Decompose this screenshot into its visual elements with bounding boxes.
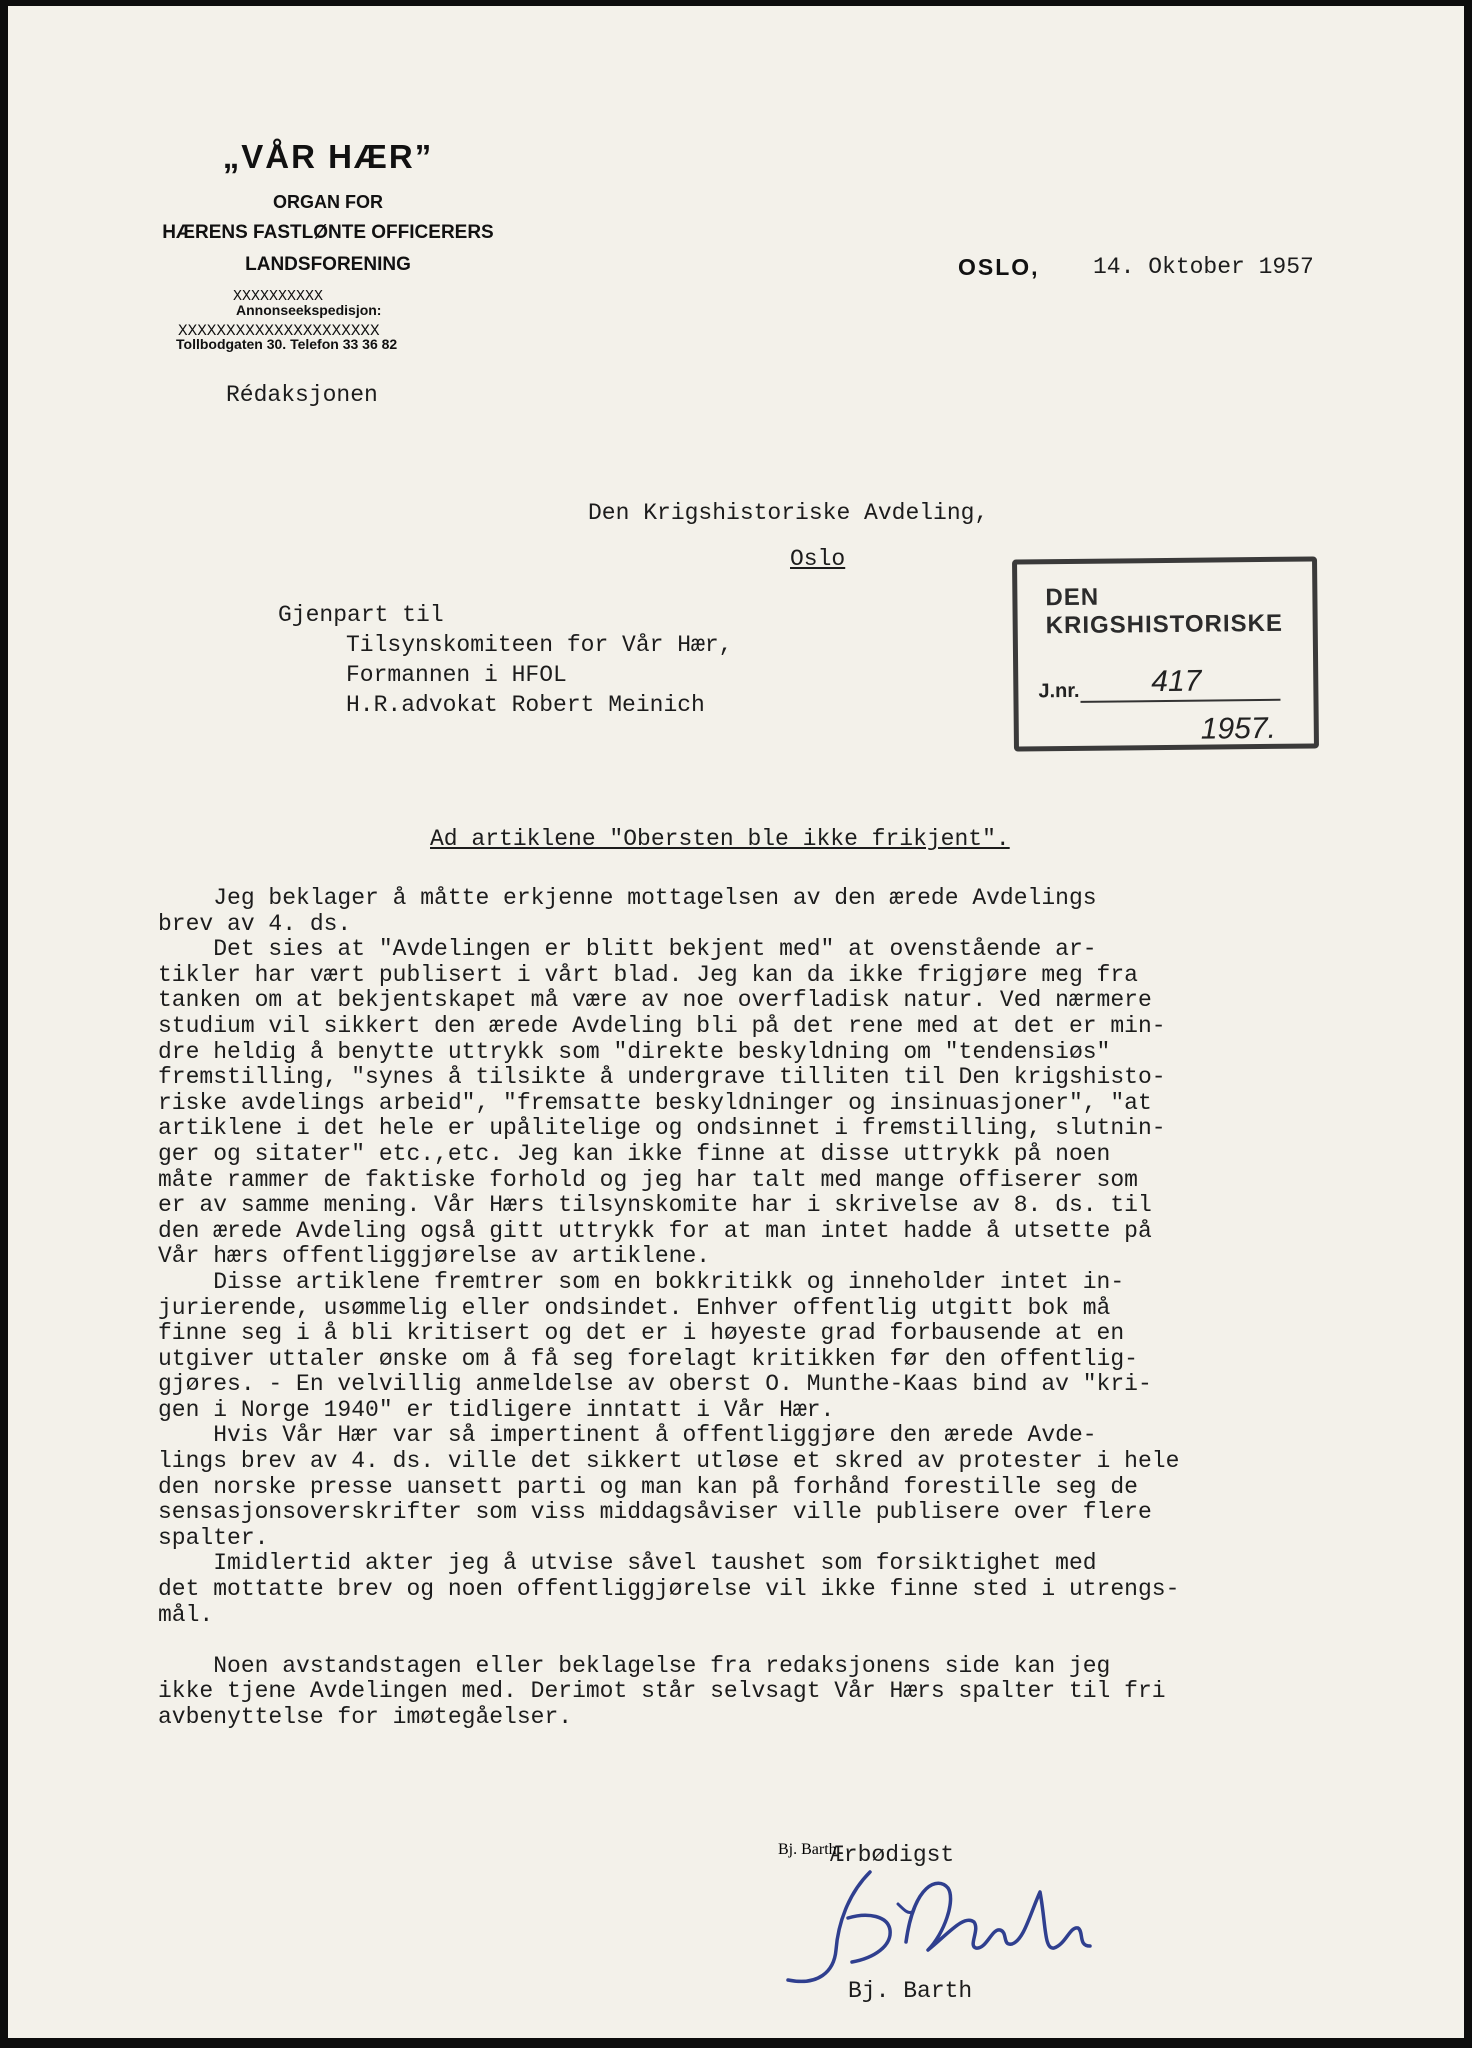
body-line: finne seg i å bli kritisert og det er i høyeste grad forbausende at en xyxy=(158,1320,1125,1347)
body-line: lings brev av 4. ds. ville det sikkert utløse et skred av protester i hele xyxy=(158,1448,1180,1475)
signer-name: Bj. Barth xyxy=(848,1978,973,2004)
letter-subject: Ad artiklene "Obersten ble ikke frikjent". xyxy=(430,826,1010,852)
body-line: jurierende, usømmelig eller ondsindet. Enhver offentlig utgitt bok må xyxy=(158,1294,1111,1321)
body-line: spalter. xyxy=(158,1524,269,1551)
signature-stroke xyxy=(906,1883,1090,1950)
letterhead-line-3: LANDSFORENING xyxy=(245,254,411,275)
body-line: studium vil sikkert den ærede Avdeling bli på det rene med at det er min- xyxy=(158,1012,1166,1039)
stamp-rule xyxy=(1080,699,1280,703)
body-line: sensasjonsoverskrifter som viss middagsåviser ville publisere over flere xyxy=(158,1499,1152,1526)
body-line: Det sies at "Avdelingen er blitt bekjent med" at ovenstående ar- xyxy=(158,936,1097,963)
advertising-office-label: Annonseekspedisjon: xyxy=(236,302,382,318)
sender-department: Rédaksjonen xyxy=(226,382,378,408)
body-line: måte rammer de faktiske forhold og jeg har talt med mange offiserer som xyxy=(158,1166,1138,1193)
signature-text: Bj. Barth xyxy=(778,1841,837,1858)
copy-recipient: H.R.advokat Robert Meinich xyxy=(346,692,705,718)
body-line: brev av 4. ds. xyxy=(158,910,352,937)
copy-recipient: Formannen i HFOL xyxy=(346,662,567,688)
body-line: gjøres. - En velvillig anmeldelse av oberst O. Munthe-Kaas bind av "kri- xyxy=(158,1371,1152,1398)
letterhead-line-1: ORGAN FOR xyxy=(273,192,383,212)
letterhead-line-2: HÆRENS FASTLØNTE OFFICERERS xyxy=(162,222,494,243)
body-line: ger og sitater" etc.,etc. Jeg kan ikke finne at disse uttrykk på noen xyxy=(158,1140,1111,1167)
body-line: fremstilling, "synes å tilsikte å undergrave tilliten til Den krigshisto- xyxy=(158,1064,1166,1091)
stamp-year: 1957. xyxy=(1200,711,1277,746)
handwritten-signature xyxy=(778,1841,1098,1994)
body-line: Imidlertid akter jeg å utvise såvel taushet som forsiktighet med xyxy=(158,1550,1097,1577)
body-line: Noen avstandstagen eller beklagelse fra redaksjonens side kan jeg xyxy=(158,1652,1111,1679)
signature-stroke xyxy=(788,1872,890,1981)
body-line: avbenyttelse for imøtegåelser. xyxy=(158,1704,573,1730)
body-line: Disse artiklene fremtrer som en bokkritikk og inneholder intet in- xyxy=(158,1268,1125,1295)
struck-out-text-1: XXXXXXXXXX xyxy=(233,288,324,305)
stamp-journal-label: J.nr. xyxy=(1038,679,1080,703)
body-line: Jeg beklager å måtte erkjenne mottagelsen av den ærede Avdelings xyxy=(158,885,1097,911)
body-line: Vår hærs offentliggjørelse av artiklene. xyxy=(158,1243,711,1270)
copies-label: Gjenpart til xyxy=(278,602,444,628)
letter-page xyxy=(8,6,1464,2038)
body-line: er av samme mening. Vår Hærs tilsynskomite har i skrivelse av 8. ds. til xyxy=(158,1192,1152,1219)
letter-body xyxy=(158,886,1428,1731)
body-line: mål. xyxy=(158,1601,214,1628)
closing-salutation: Ærbødigst xyxy=(830,1842,955,1868)
body-line: riske avdelings arbeid", "fremsatte beskyldninger og insinuasjoner", "at xyxy=(158,1089,1152,1116)
body-line: ikke tjene Avdelingen med. Derimot står selvsagt Vår Hærs spalter til fri xyxy=(158,1678,1166,1705)
struck-out-text-2: XXXXXXXXXXXXXXXXXXXXX xyxy=(178,322,380,340)
body-line: tanken om at bekjentskapet må være av noe overfladisk natur. Ved nærmere xyxy=(158,987,1152,1014)
recipient-city: Oslo xyxy=(790,546,846,572)
city-label: OSLO, xyxy=(958,254,1040,280)
body-line: gen i Norge 1940" er tidligere inntatt i Vår Hær. xyxy=(158,1396,835,1423)
letter-date: 14. Oktober 1957 xyxy=(1093,254,1314,280)
stamp-header: DEN KRIGSHISTORISKE xyxy=(1045,583,1284,640)
body-line: den ærede Avdeling også gitt uttrykk for at man intet hadde å utsette på xyxy=(158,1217,1152,1244)
body-line xyxy=(158,1628,1428,1654)
letterhead-address: Tollbodgaten 30. Telefon 33 36 82 xyxy=(176,336,398,352)
archive-stamp xyxy=(1012,556,1319,751)
body-line: utgiver uttaler ønske om å få seg forelagt kritikken før den offentlig- xyxy=(158,1345,1138,1372)
body-line: den norske presse uansett parti og man kan på forhånd forestille seg de xyxy=(158,1473,1138,1500)
letterhead-title: „VÅR HÆR” xyxy=(222,138,434,175)
recipient-name: Den Krigshistoriske Avdeling, xyxy=(588,500,989,526)
stamp-journal-number: 417 xyxy=(1151,664,1202,699)
body-line: Hvis Vår Hær var så impertinent å offentliggjøre den ærede Avde- xyxy=(158,1422,1097,1449)
body-line: dre heldig å benytte uttrykk som "direkte beskyldning om "tendensiøs" xyxy=(158,1038,1111,1065)
body-line: det mottatte brev og noen offentliggjørelse vil ikke finne sted i utrengs- xyxy=(158,1576,1180,1603)
body-line: tikler har vært publisert i vårt blad. Jeg kan da ikke frigjøre meg fra xyxy=(158,961,1138,988)
signature-stroke xyxy=(898,1904,912,1913)
copy-recipient: Tilsynskomiteen for Vår Hær, xyxy=(346,632,733,658)
body-line: artiklene i det hele er upålitelige og ondsinnet i fremstilling, slutnin- xyxy=(158,1115,1166,1142)
